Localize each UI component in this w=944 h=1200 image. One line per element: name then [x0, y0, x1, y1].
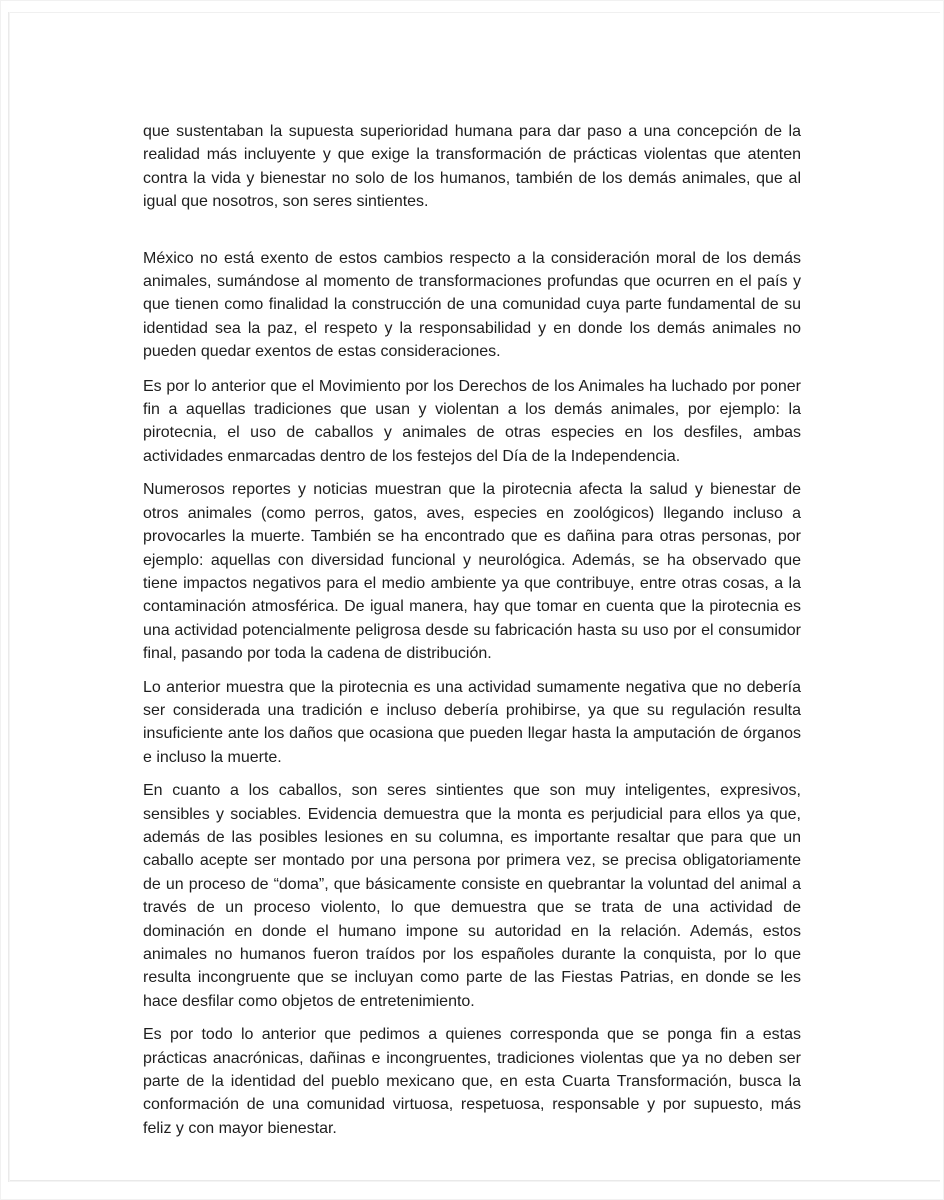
page-left-edge [8, 12, 10, 1182]
document-body [143, 112, 801, 1140]
paragraph-3: Es por lo anterior que el Movimiento por los Derechos de los Animales ha luchado por poner fin a aquellas tradiciones que usan y violentan a los demás animales, por ejemplo: la pirotecnia, el uso de caballos y animales de otras especies en los desfiles, ambas actividades enmarcadas dentro de los festejos del Día de la Independencia. [143, 377, 801, 465]
paragraph-4: Numerosos reportes y noticias muestran que la pirotecnia afecta la salud y bienestar de otros animales (como perros, gatos, aves, especies en zoológicos) llegando incluso a provocarles la muerte. También se ha encontrado que es dañina para otras personas, por ejemplo: aquellas con diversidad funcional y neurológica. Además, se ha observado que tiene impactos negativos para el medio ambiente ya que contribuye, entre otras cosas, a la contaminación atmosférica. De igual manera, hay que tomar en cuenta que la pirotecnia es una actividad potencialmente peligrosa desde su fabricación hasta su uso por el consumidor final, pasando por toda la cadena de distribución. [143, 481, 801, 663]
paragraph-2: México no está exento de estos cambios respecto a la consideración moral de los demás animales, sumándose al momento de transformaciones profundas que ocurren en el país y que tienen como finalidad la construcción de una comunidad cuya parte fundamental de su identidad sea la paz, el respeto y la responsabilidad y en donde los demás animales no pueden quedar exentos de estas consideraciones. [143, 249, 801, 361]
page-top-edge [10, 12, 940, 13]
paragraph-6: En cuanto a los caballos, son seres sintientes que son muy inteligentes, expresivos, sensibles y sociables. Evidencia demuestra que la monta es perjudicial para ellos ya que, además de las posibles lesiones en su columna, es importante resaltar que para que un caballo acepte ser montado por una persona por primera vez, se precisa obligatoriamente de un proceso de “doma”, que básicamente consiste en quebrantar la voluntad del animal a través de un proceso violento, lo que demuestra que se trata de una actividad de dominación en donde el humano impone su autoridad en la relación. Además, estos animales no humanos fueron traídos por los españoles durante la conquista, por lo que resulta incongruente que se incluyan como parte de las Fiestas Patrias, en donde se les hace desfilar como objetos de entretenimiento. [143, 782, 801, 1010]
paragraph-7: Es por todo lo anterior que pedimos a quienes corresponda que se ponga fin a estas prácticas anacrónicas, dañinas e incongruentes, tradiciones violentas que ya no deben ser parte de la identidad del pueblo mexicano que, en esta Cuarta Transformación, busca la conformación de una comunidad virtuosa, respetuosa, responsable y por supuesto, más feliz y con mayor bienestar. [143, 1026, 801, 1137]
paragraph-5: Lo anterior muestra que la pirotecnia es una actividad sumamente negativa que no debería ser considerada una tradición e incluso debería prohibirse, ya que su regulación resulta insuficiente ante los daños que ocasiona que pueden llegar hasta la amputación de órganos e incluso la muerte. [143, 678, 801, 766]
paragraph-1: que sustentaban la supuesta superioridad humana para dar paso a una concepción de la realidad más incluyente y que exige la transformación de prácticas violentas que atenten contra la vida y bienestar no solo de los humanos, también de los demás animales, que al igual que nosotros, son seres sintientes. [143, 123, 801, 211]
page-bottom-edge [10, 1180, 940, 1182]
